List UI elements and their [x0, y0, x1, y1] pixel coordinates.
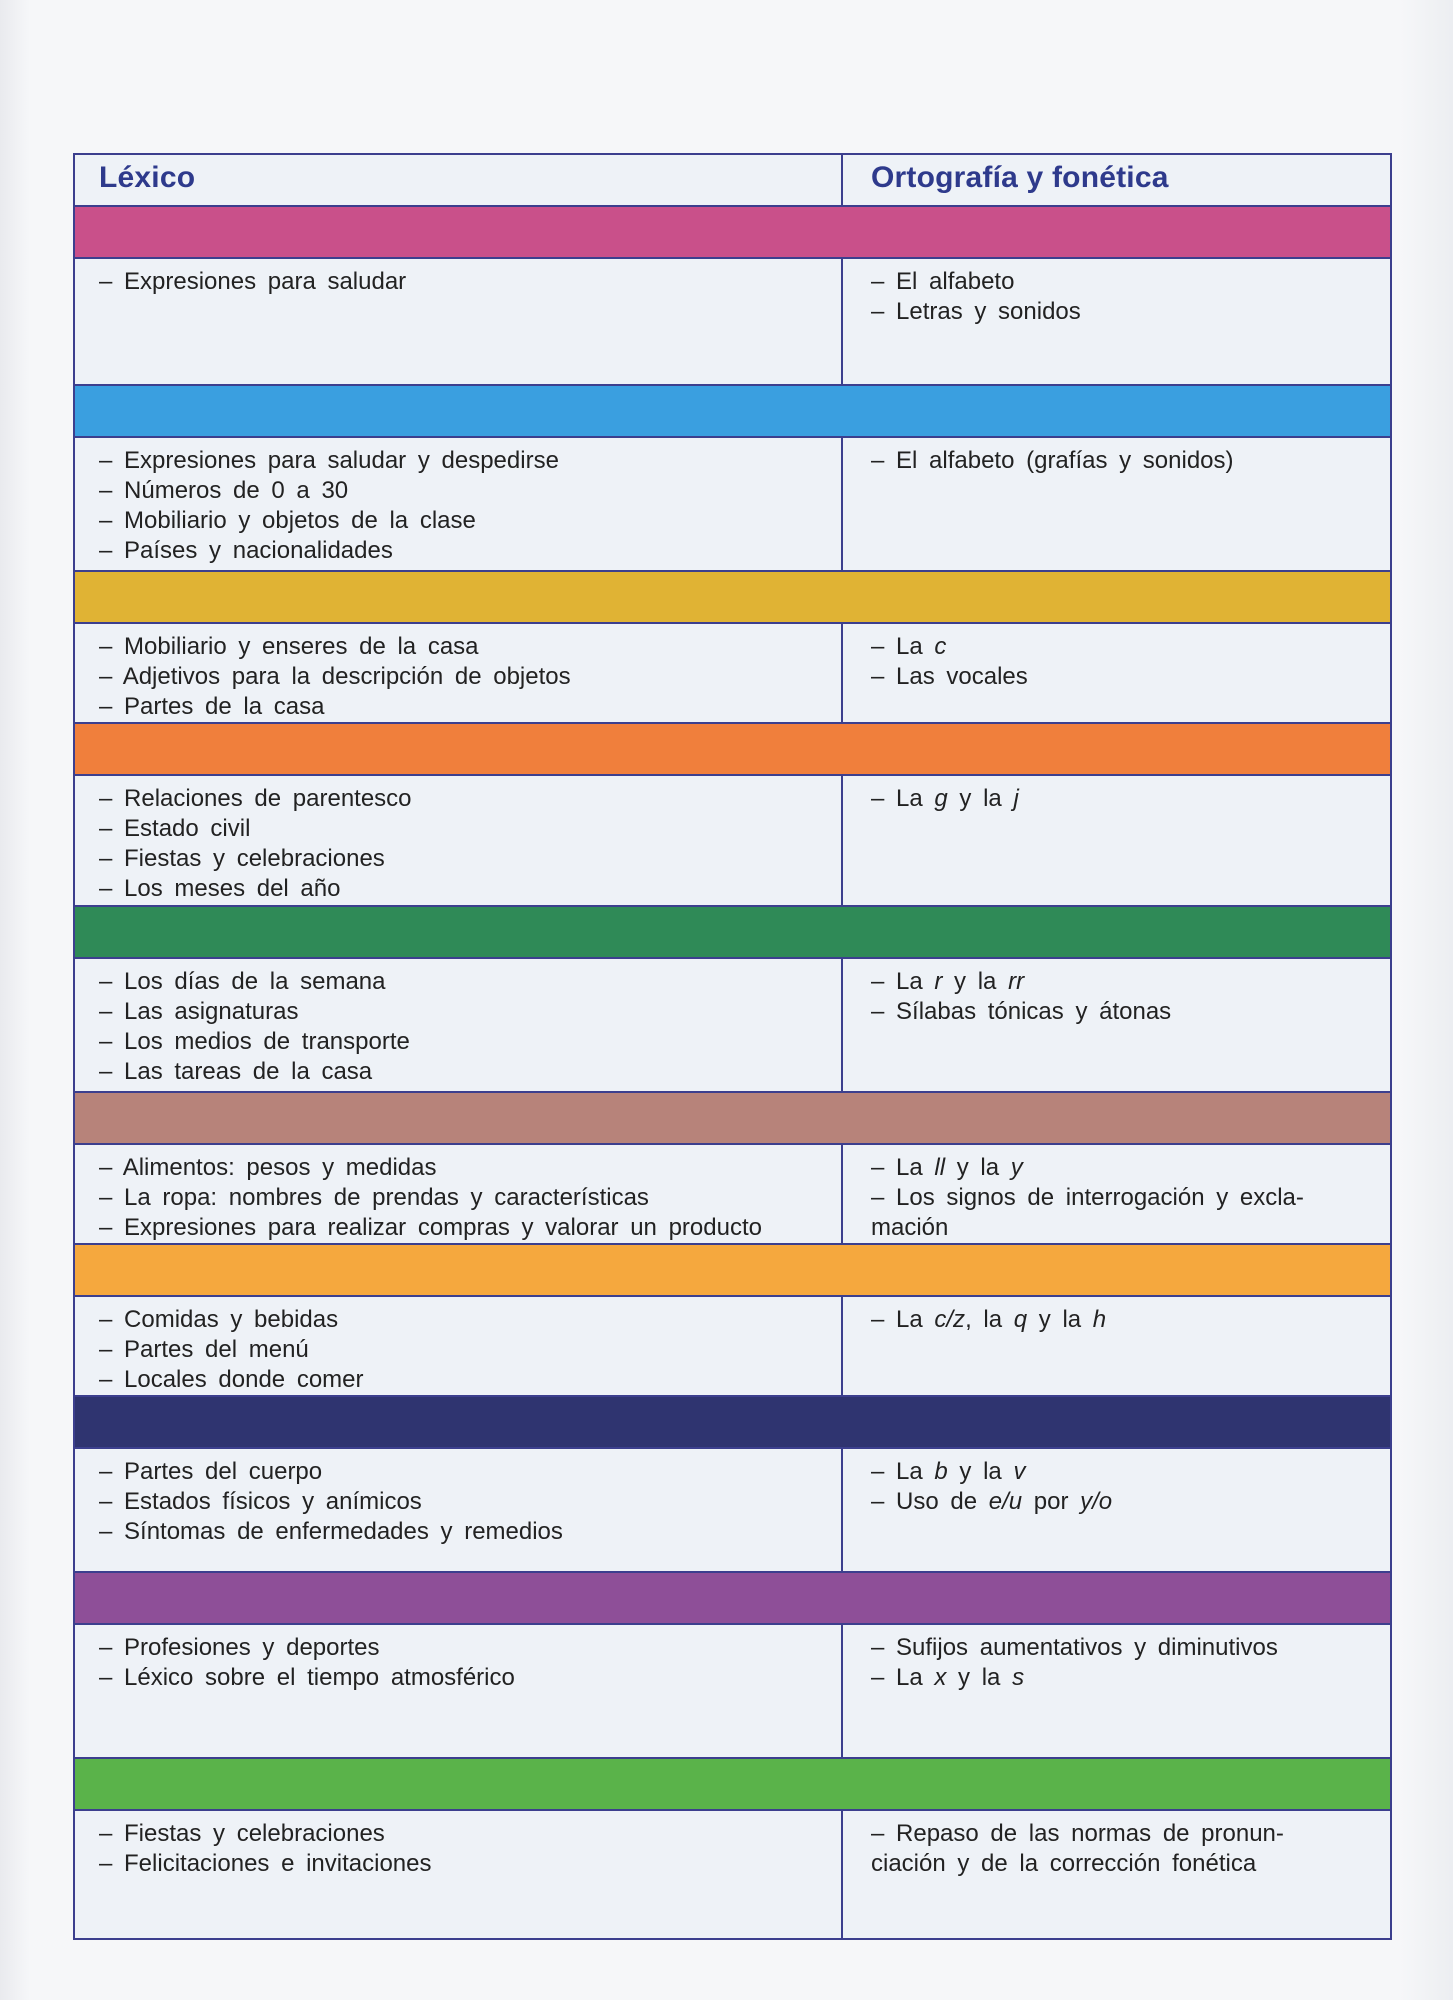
lexico-item: – Partes de la casa — [99, 693, 325, 720]
lexico-item: – Estados físicos y anímicos — [99, 1488, 422, 1515]
lexico-item: – Expresiones para realizar compras y valorar un producto — [99, 1214, 762, 1241]
unit-color-band — [75, 572, 1390, 624]
lexico-item: – Expresiones para saludar y despedirse — [99, 447, 559, 474]
ortografia-letter: y/o — [1080, 1488, 1113, 1515]
ortografia-text: – Los signos de interrogación y excla- — [871, 1184, 1304, 1211]
lexico-item: – Alimentos: pesos y medidas — [99, 1154, 437, 1181]
lexico-cell — [75, 438, 843, 570]
lexico-item: – Comidas y bebidas — [99, 1306, 339, 1333]
unit-color-band — [75, 1573, 1390, 1625]
lexico-cell — [75, 1625, 843, 1757]
ortografia-text: y la — [1027, 1306, 1093, 1333]
ortografia-text: – Letras y sonidos — [871, 298, 1081, 325]
units-container — [75, 207, 1390, 1938]
lexico-item: – Partes del menú — [99, 1336, 309, 1363]
ortografia-item — [871, 662, 1370, 692]
lexico-item: – Las asignaturas — [99, 998, 299, 1025]
lexico-item: – Léxico sobre el tiempo atmosférico — [99, 1664, 515, 1691]
unit-color-band — [75, 907, 1390, 959]
lexico-cell — [75, 776, 843, 905]
lexico-item: – La ropa: nombres de prendas y características — [99, 1184, 649, 1211]
ortografia-text: y la — [942, 968, 1009, 995]
lexico-item: – Países y nacionalidades — [99, 537, 393, 564]
ortografia-item — [871, 1819, 1370, 1849]
ortografia-letter: r — [934, 968, 943, 995]
ortografia-letter: c/z — [934, 1306, 966, 1333]
ortografia-letter: g — [934, 785, 948, 812]
lexico-item: – Las tareas de la casa — [99, 1058, 373, 1085]
ortografia-text: – La — [871, 785, 935, 812]
ortografia-cell — [843, 1449, 1390, 1571]
table-row — [75, 438, 1390, 572]
ortografia-letter: s — [1012, 1664, 1025, 1691]
table-row — [75, 624, 1390, 724]
lexico-item: – Fiestas y celebraciones — [99, 1820, 385, 1847]
ortografia-text: – Sufijos aumentativos y diminutivos — [871, 1634, 1278, 1661]
ortografia-cell — [843, 259, 1390, 384]
table-row — [75, 959, 1390, 1093]
ortografia-text: y la — [947, 785, 1014, 812]
ortografia-text: – Repaso de las normas de pronun- — [871, 1820, 1284, 1847]
ortografia-letter: e/u — [988, 1488, 1023, 1515]
ortografia-cell — [843, 1145, 1390, 1243]
syllabus-table — [73, 153, 1392, 1940]
ortografia-text: mación — [871, 1214, 949, 1241]
ortografia-item — [871, 1213, 1370, 1243]
ortografia-letter: y — [1010, 1154, 1023, 1181]
lexico-item: – Partes del cuerpo — [99, 1458, 323, 1485]
lexico-cell — [75, 1297, 843, 1395]
header-ortografia-label: Ortografía y fonética — [871, 161, 1169, 194]
ortografia-item — [871, 1633, 1370, 1663]
ortografia-letter: rr — [1008, 968, 1025, 995]
unit-color-band — [75, 1397, 1390, 1449]
ortografia-text: – La — [871, 968, 935, 995]
table-row — [75, 259, 1390, 386]
ortografia-letter: ll — [934, 1154, 946, 1181]
lexico-cell — [75, 959, 843, 1091]
unit-color-band — [75, 386, 1390, 438]
unit-color-band — [75, 207, 1390, 259]
ortografia-letter: v — [1013, 1458, 1026, 1485]
table-row — [75, 776, 1390, 907]
ortografia-text: y la — [947, 1458, 1014, 1485]
ortografia-item — [871, 1663, 1370, 1693]
lexico-item: – Expresiones para saludar — [99, 268, 407, 295]
ortografia-item — [871, 1457, 1370, 1487]
ortografia-text: – El alfabeto (grafías y sonidos) — [871, 447, 1234, 474]
lexico-cell — [75, 1145, 843, 1243]
lexico-cell — [75, 1811, 843, 1938]
lexico-item: – Síntomas de enfermedades y remedios — [99, 1518, 563, 1545]
ortografia-cell — [843, 624, 1390, 722]
ortografia-text: – El alfabeto — [871, 268, 1015, 295]
unit-color-band — [75, 1245, 1390, 1297]
ortografia-item — [871, 1849, 1370, 1879]
ortografia-text: ciación y de la corrección fonética — [871, 1850, 1257, 1877]
ortografia-text: – La — [871, 1664, 935, 1691]
lexico-item: – Los meses del año — [99, 875, 341, 902]
table-header-row — [75, 155, 1390, 207]
ortografia-text: – La — [871, 1458, 935, 1485]
table-row — [75, 1449, 1390, 1573]
lexico-cell — [75, 624, 843, 722]
ortografia-text: – Uso de — [871, 1488, 989, 1515]
ortografia-text: – La — [871, 633, 935, 660]
ortografia-text: – La — [871, 1154, 935, 1181]
ortografia-letter: j — [1013, 785, 1019, 812]
lexico-item: – Estado civil — [99, 815, 251, 842]
ortografia-item — [871, 997, 1370, 1027]
ortografia-item — [871, 297, 1370, 327]
lexico-item: – Fiestas y celebraciones — [99, 845, 385, 872]
ortografia-cell — [843, 438, 1390, 570]
header-ortografia — [843, 155, 1390, 205]
ortografia-item — [871, 267, 1370, 297]
ortografia-cell — [843, 959, 1390, 1091]
lexico-item: – Felicitaciones e invitaciones — [99, 1850, 432, 1877]
table-row — [75, 1297, 1390, 1397]
table-row — [75, 1145, 1390, 1245]
lexico-cell — [75, 1449, 843, 1571]
lexico-item: – Profesiones y deportes — [99, 1634, 380, 1661]
ortografia-text: , la — [965, 1306, 1014, 1333]
ortografia-letter: x — [934, 1664, 947, 1691]
ortografia-item — [871, 632, 1370, 662]
lexico-item: – Relaciones de parentesco — [99, 785, 412, 812]
ortografia-item — [871, 784, 1370, 814]
ortografia-letter: c — [934, 633, 947, 660]
ortografia-text: y la — [945, 1154, 1011, 1181]
lexico-cell — [75, 259, 843, 384]
header-lexico-label: Léxico — [99, 161, 196, 194]
ortografia-text: – Las vocales — [871, 663, 1028, 690]
ortografia-item — [871, 1183, 1370, 1213]
lexico-item: – Mobiliario y objetos de la clase — [99, 507, 476, 534]
lexico-item: – Los días de la semana — [99, 968, 386, 995]
table-row — [75, 1625, 1390, 1759]
lexico-item: – Números de 0 a 30 — [99, 477, 349, 504]
ortografia-item — [871, 446, 1370, 476]
ortografia-cell — [843, 1811, 1390, 1938]
lexico-item: – Mobiliario y enseres de la casa — [99, 633, 479, 660]
header-lexico — [75, 155, 843, 205]
unit-color-band — [75, 1093, 1390, 1145]
ortografia-item — [871, 1153, 1370, 1183]
ortografia-text: por — [1022, 1488, 1081, 1515]
lexico-item: – Locales donde comer — [99, 1366, 364, 1393]
ortografia-text: y la — [946, 1664, 1013, 1691]
unit-color-band — [75, 724, 1390, 776]
table-row — [75, 1811, 1390, 1938]
lexico-item: – Adjetivos para la descripción de objetos — [99, 663, 571, 690]
ortografia-text: – Sílabas tónicas y átonas — [871, 998, 1172, 1025]
ortografia-letter: h — [1092, 1306, 1107, 1333]
ortografia-cell — [843, 1297, 1390, 1395]
unit-color-band — [75, 1759, 1390, 1811]
ortografia-item — [871, 1305, 1370, 1335]
ortografia-text: – La — [871, 1306, 935, 1333]
ortografia-item — [871, 1487, 1370, 1517]
ortografia-letter: b — [934, 1458, 948, 1485]
lexico-item: – Los medios de transporte — [99, 1028, 410, 1055]
ortografia-item — [871, 967, 1370, 997]
ortografia-cell — [843, 1625, 1390, 1757]
ortografia-cell — [843, 776, 1390, 905]
ortografia-letter: q — [1013, 1306, 1028, 1333]
